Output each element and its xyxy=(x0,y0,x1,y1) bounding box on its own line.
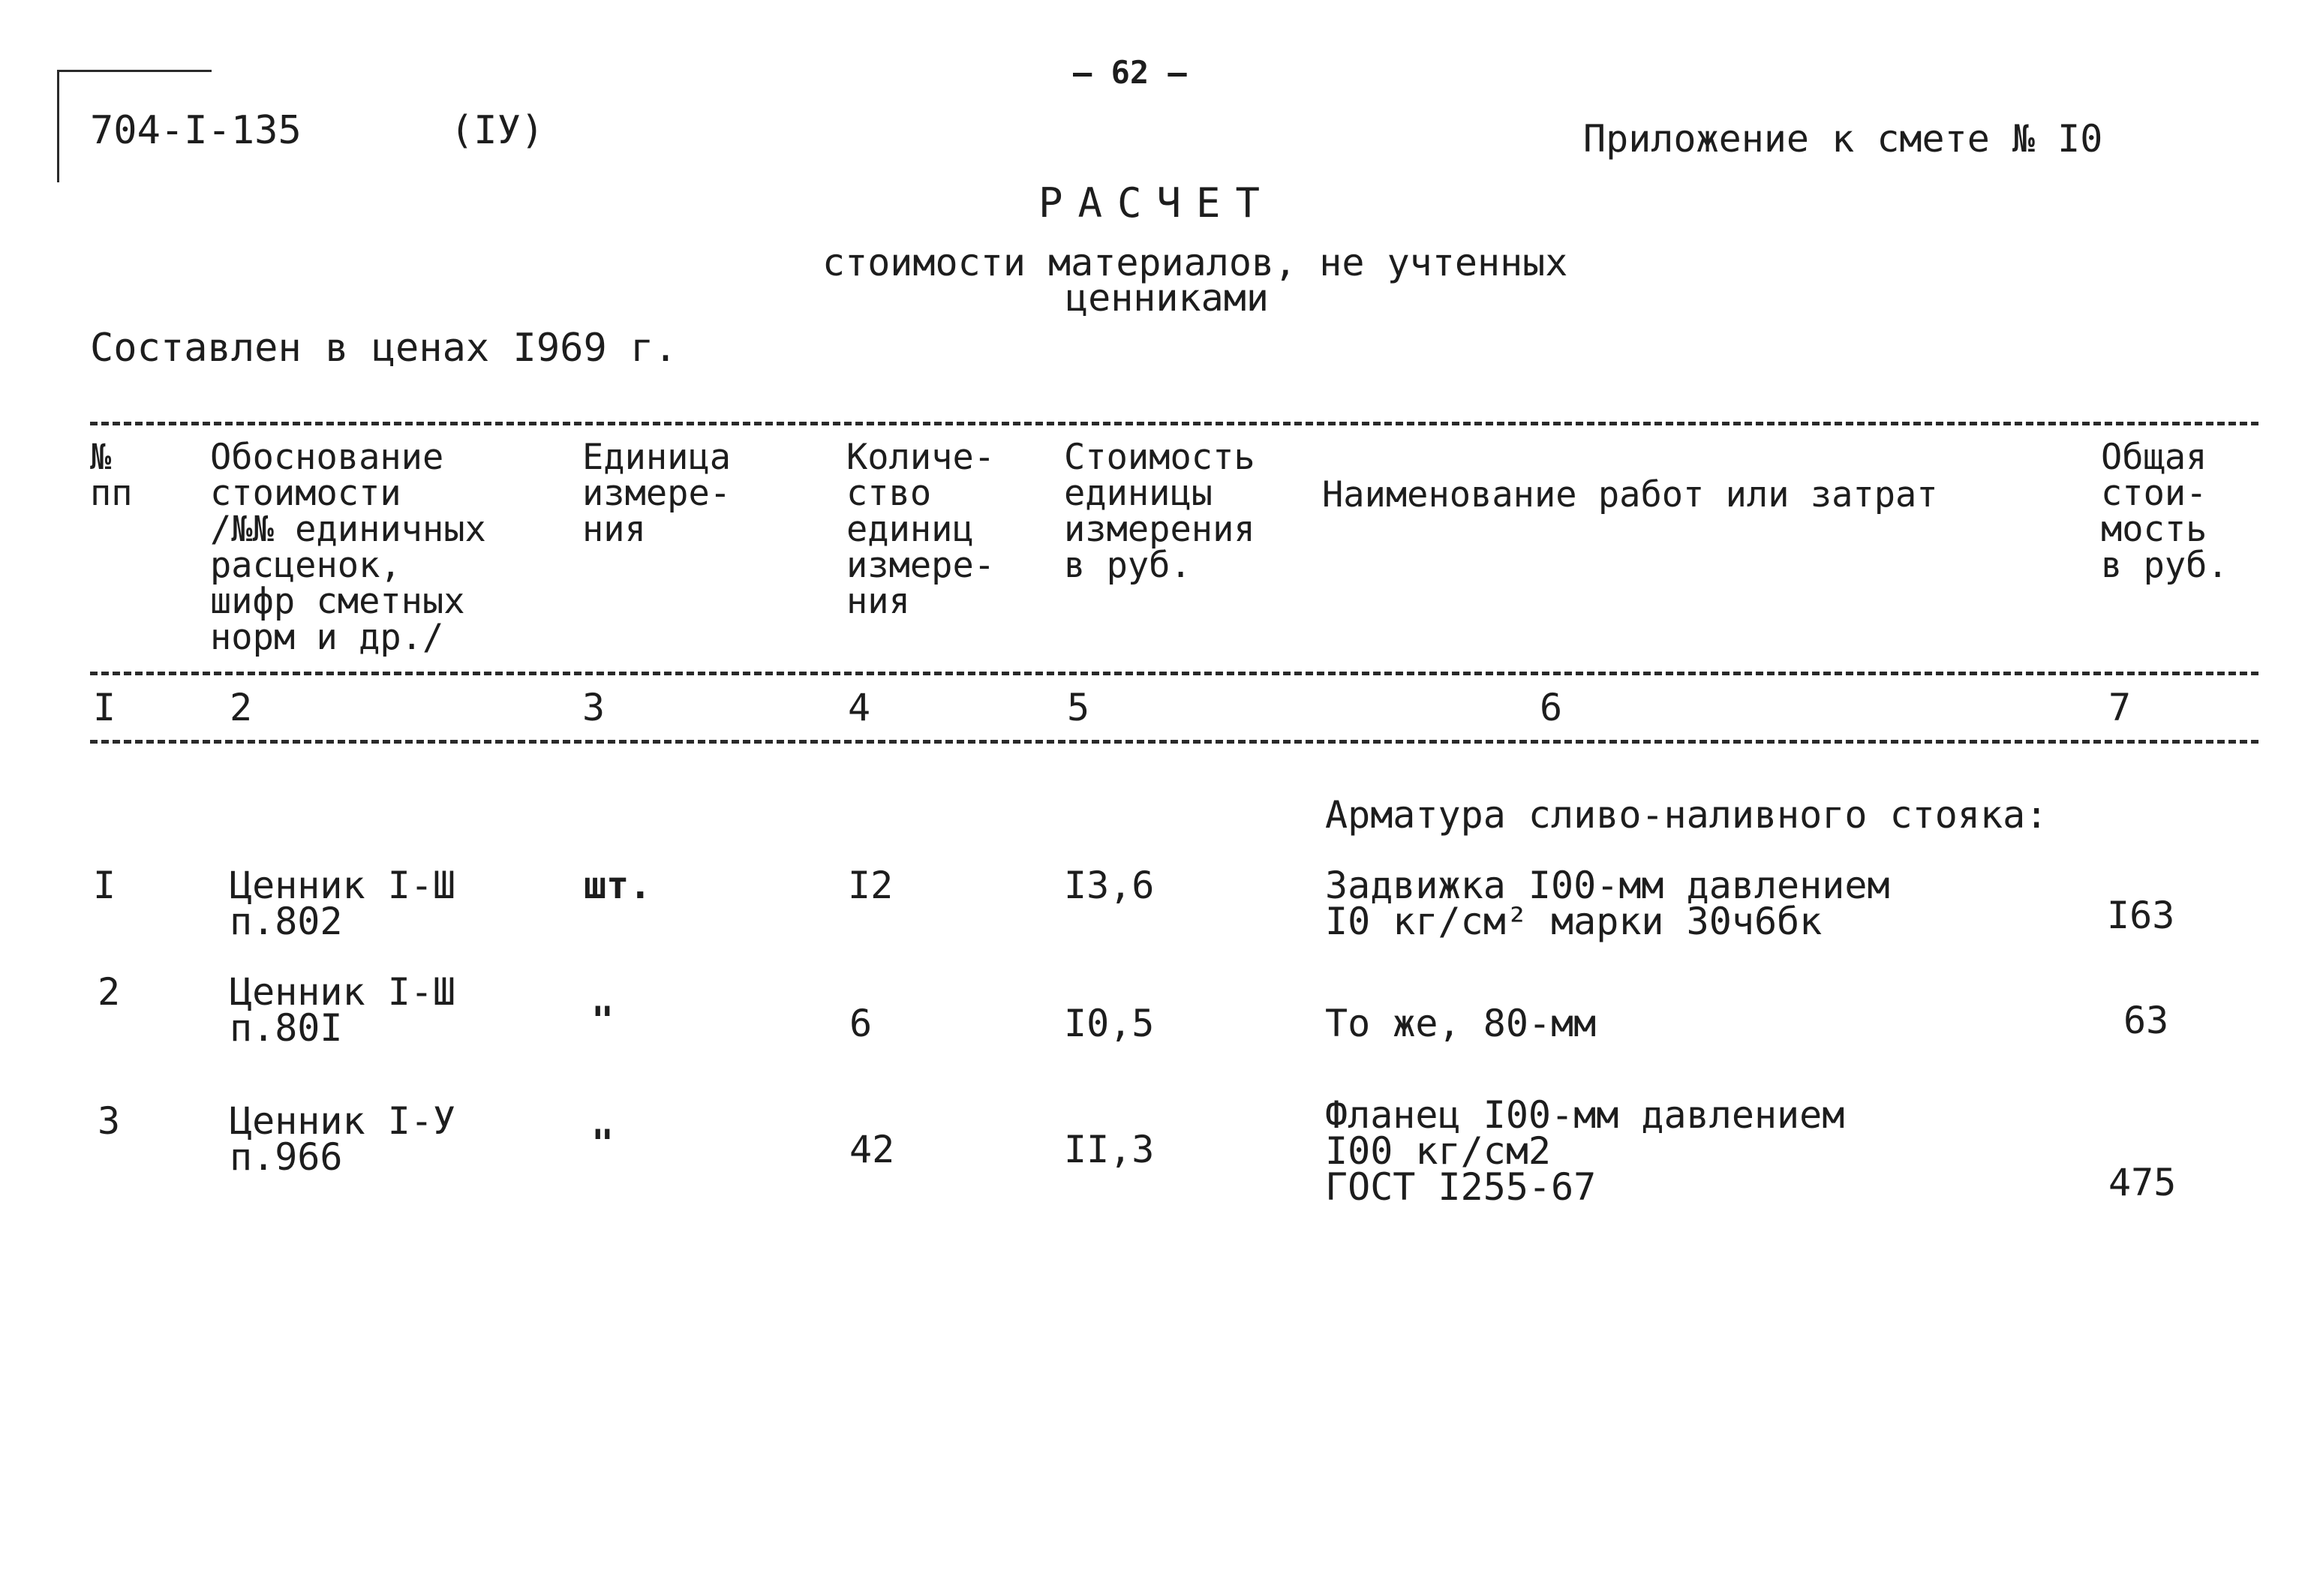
header-col-number: № пп xyxy=(90,437,133,514)
row-unit-cost: II,3 xyxy=(1064,1128,1155,1171)
row-work-name: Фланец I00-мм давлением I00 кг/см2 ГОСТ I255-67 xyxy=(1325,1093,1845,1209)
row-total: I63 xyxy=(2107,894,2175,937)
header-col-quantity: Количе- ство единиц измере- ния xyxy=(846,437,996,622)
row-total: 63 xyxy=(2123,999,2169,1042)
table-rule-header-bottom xyxy=(90,672,2258,675)
row-total: 475 xyxy=(2108,1161,2177,1204)
price-basis-note: Составлен в ценах I969 г. xyxy=(90,326,678,371)
header-col-unit: Единица измере- ния xyxy=(582,437,732,550)
header-col-basis: Обоснование стоимости /№№ единичных расценок, шифр сметных норм и др./ xyxy=(210,437,486,658)
row-basis: Ценник I-Ш п.80I xyxy=(230,970,456,1050)
document-subtitle-line2: ценниками xyxy=(1065,276,1269,320)
row-unit-cost: I3,6 xyxy=(1064,864,1155,907)
row-quantity: I2 xyxy=(848,864,894,907)
document-subtitle-line1: стоимости материалов, не учтенных xyxy=(822,241,1568,284)
document-code: 704-I-135 xyxy=(90,108,302,153)
column-number-1: I xyxy=(93,686,116,729)
row-basis: Ценник I-Ш п.802 xyxy=(230,864,456,943)
row-quantity: 6 xyxy=(849,1002,873,1045)
column-number-7: 7 xyxy=(2108,686,2132,729)
row-unit-cost: I0,5 xyxy=(1064,1002,1155,1045)
revision-mark: (IУ) xyxy=(450,108,545,153)
row-work-name: Задвижка I00-мм давлением I0 кг/см² марки 30ч6бк xyxy=(1325,864,1890,943)
annex-label: Приложение к смете № I0 xyxy=(1583,117,2103,161)
header-col-unit-cost: Стоимость единицы измерения в руб. xyxy=(1064,437,1255,586)
row-basis: Ценник I-У п.966 xyxy=(230,1099,456,1179)
row-quantity: 42 xyxy=(849,1128,895,1171)
row-work-name: То же, 80-мм xyxy=(1325,1002,1597,1045)
group-heading: Арматура сливо-наливного стояка: xyxy=(1325,793,2048,837)
header-col-work-name: Наименование работ или затрат xyxy=(1322,474,1938,515)
row-unit: " xyxy=(591,999,615,1042)
column-number-2: 2 xyxy=(230,686,253,729)
row-number: 3 xyxy=(98,1099,121,1143)
page-number: — 62 — xyxy=(1073,54,1187,91)
table-rule-numbers-bottom xyxy=(90,740,2258,744)
row-number: I xyxy=(93,864,116,907)
column-number-4: 4 xyxy=(848,686,871,729)
document-title: РАСЧЕТ xyxy=(1038,179,1276,227)
column-number-6: 6 xyxy=(1540,686,1563,729)
row-unit: " xyxy=(591,1122,615,1165)
column-number-3: 3 xyxy=(582,686,606,729)
row-number: 2 xyxy=(98,970,121,1014)
row-unit: шт. xyxy=(584,864,652,907)
column-number-5: 5 xyxy=(1067,686,1090,729)
corner-mark-vertical xyxy=(57,70,59,182)
header-col-total: Общая стои- мость в руб. xyxy=(2101,437,2228,586)
corner-mark-horizontal xyxy=(57,70,212,72)
table-rule-top xyxy=(90,422,2258,425)
